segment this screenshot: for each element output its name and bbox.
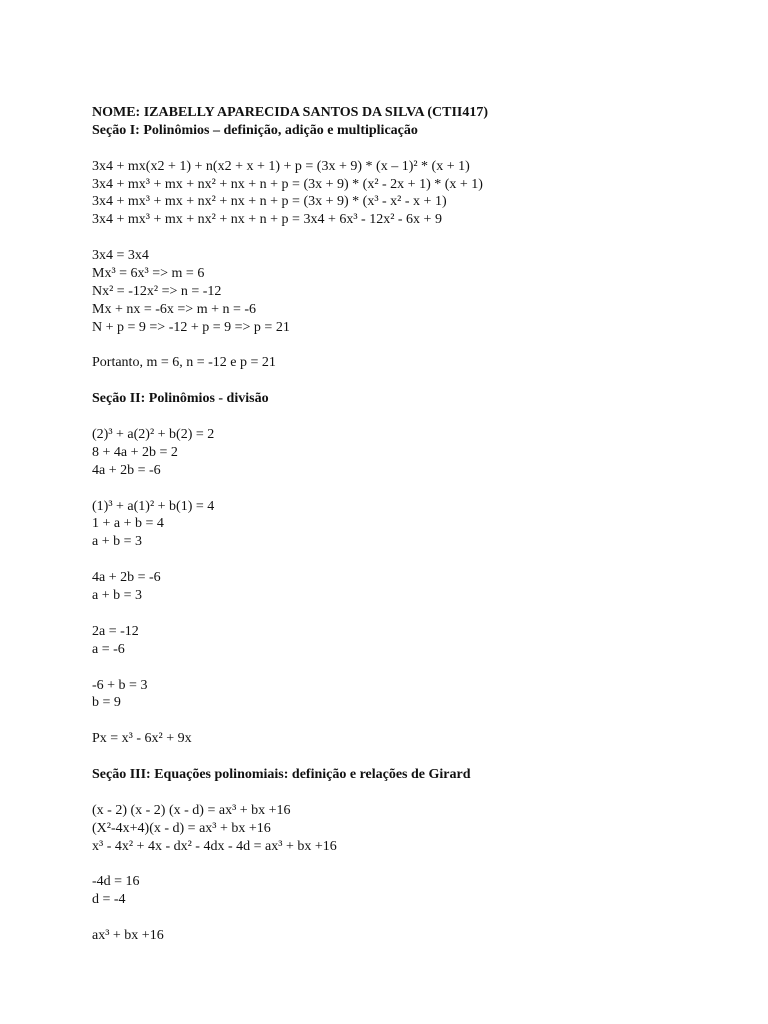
equation-line: 1 + a + b = 4: [92, 516, 164, 532]
equation-line: (1)³ + a(1)² + b(1) = 4: [92, 498, 215, 514]
equation-line: d = -4: [92, 892, 126, 908]
spacer: [92, 659, 732, 677]
solution-line: N + p = 9 => -12 + p = 9 => p = 21: [92, 319, 290, 335]
equation-line: -4d = 16: [92, 874, 140, 890]
equation-line: 2a = -12: [92, 623, 139, 639]
solution-line: 3x4 = 3x4: [92, 248, 149, 264]
equation-line: (x - 2) (x - 2) (x - d) = ax³ + bx +16: [92, 802, 291, 818]
solution-line: Mx + nx = -6x => m + n = -6: [92, 301, 257, 317]
solution-line: Mx³ = 6x³ => m = 6: [92, 266, 205, 282]
solution-line: Nx² = -12x² => n = -12: [92, 283, 222, 299]
equation-line: 3x4 + mx(x2 + 1) + n(x2 + x + 1) + p = (3x + 9) * (x – 1)² * (x + 1): [92, 158, 470, 174]
spacer: [92, 551, 732, 569]
equation-line: b = 9: [92, 695, 121, 711]
spacer: [92, 784, 732, 802]
spacer: [92, 408, 732, 426]
equation-line: 4a + 2b = -6: [92, 462, 161, 478]
spacer: [92, 855, 732, 873]
spacer: [92, 605, 732, 623]
spacer: [92, 909, 732, 927]
spacer: [92, 229, 732, 247]
section-2-result: Px = x³ - 6x² + 9x: [92, 731, 192, 747]
spacer: [92, 337, 732, 355]
equation-line: 4a + 2b = -6: [92, 570, 161, 586]
equation-line: a + b = 3: [92, 534, 143, 550]
equation-line: ax³ + bx +16: [92, 927, 164, 943]
equation-line: x³ - 4x² + 4x - dx² - 4dx - 4d = ax³ + bx +16: [92, 838, 337, 854]
spacer: [92, 140, 732, 158]
spacer: [92, 712, 732, 730]
student-name: NOME: IZABELLY APARECIDA SANTOS DA SILVA (CTII417): [92, 105, 488, 120]
document-page: [92, 104, 732, 945]
equation-line: (2)³ + a(2)² + b(2) = 2: [92, 427, 215, 443]
equation-line: a + b = 3: [92, 588, 143, 604]
equation-line: (X²-4x+4)(x - d) = ax³ + bx +16: [92, 820, 271, 836]
equation-line: -6 + b = 3: [92, 677, 148, 693]
equation-line: 3x4 + mx³ + mx + nx² + nx + n + p = 3x4 + 6x³ - 12x² - 6x + 9: [92, 212, 442, 228]
equation-line: 8 + 4a + 2b = 2: [92, 444, 178, 460]
section-2-title: Seção II: Polinômios - divisão: [92, 391, 269, 407]
section-1-title: Seção I: Polinômios – definição, adição e multiplicação: [92, 122, 418, 138]
spacer: [92, 480, 732, 498]
section-3-title: Seção III: Equações polinomiais: definição e relações de Girard: [92, 766, 471, 782]
equation-line: 3x4 + mx³ + mx + nx² + nx + n + p = (3x + 9) * (x³ - x² - x + 1): [92, 194, 447, 210]
spacer: [92, 372, 732, 390]
section-1-conclusion: Portanto, m = 6, n = -12 e p = 21: [92, 355, 276, 371]
equation-line: a = -6: [92, 641, 125, 657]
equation-line: 3x4 + mx³ + mx + nx² + nx + n + p = (3x + 9) * (x² - 2x + 1) * (x + 1): [92, 176, 483, 192]
spacer: [92, 748, 732, 766]
